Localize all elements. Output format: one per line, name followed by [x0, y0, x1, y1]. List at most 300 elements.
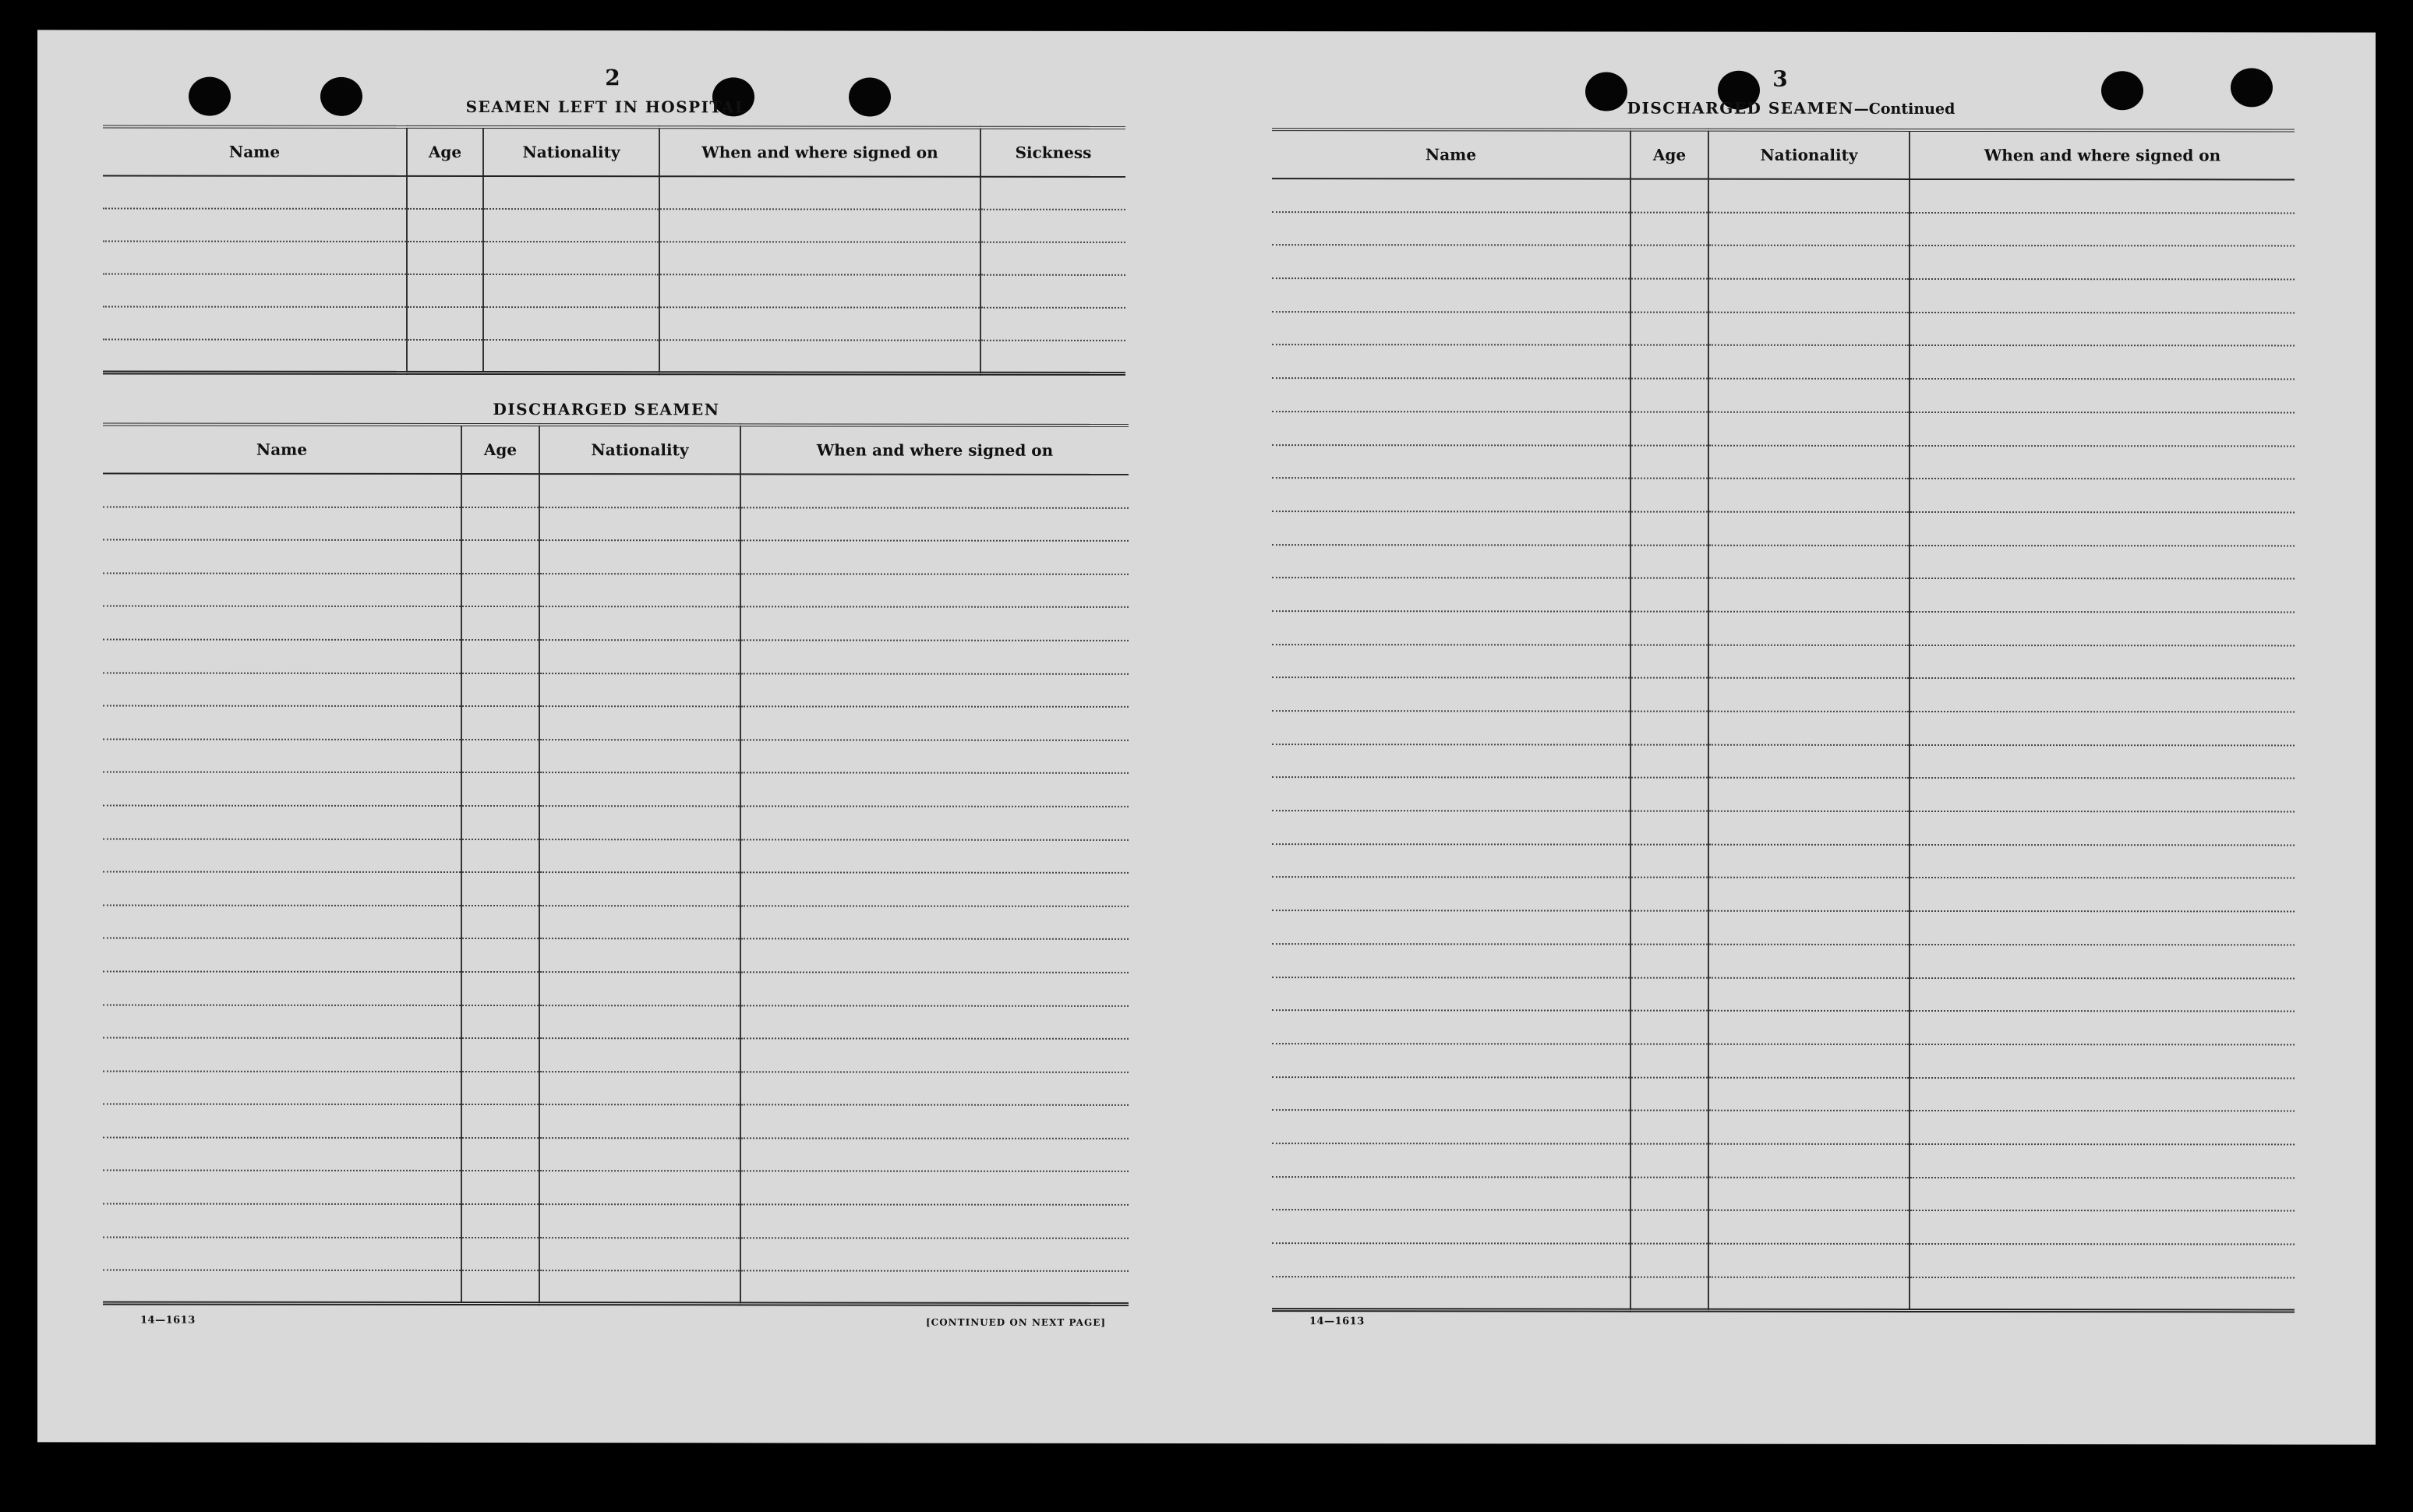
continued-header-row: [1272, 129, 2295, 179]
blank-entry-cell: [539, 640, 740, 673]
blank-entry-cell: [980, 341, 1125, 373]
blank-entry-cell: [103, 805, 461, 839]
table-row: [103, 772, 1129, 807]
blank-entry-cell: [740, 1105, 1129, 1139]
column-header-sickness: Sickness: [980, 128, 1125, 177]
blank-entry-cell: [1272, 445, 1630, 479]
blank-entry-cell: [740, 872, 1129, 906]
table-row: [1272, 312, 2295, 346]
blank-entry-cell: [539, 507, 740, 541]
blank-entry-cell: [103, 673, 461, 706]
blank-entry-cell: [1630, 911, 1708, 945]
blank-entry-cell: [1708, 1044, 1910, 1078]
blank-entry-cell: [461, 740, 539, 773]
blank-entry-cell: [740, 839, 1129, 873]
table-row: [103, 474, 1129, 508]
discharged-section-title: DISCHARGED SEAMEN: [493, 400, 720, 419]
blank-entry-cell: [1630, 212, 1708, 246]
table-row: [103, 1104, 1129, 1139]
blank-entry-cell: [539, 1171, 740, 1205]
blank-entry-cell: [539, 1270, 740, 1304]
blank-entry-cell: [483, 340, 659, 373]
blank-entry-cell: [103, 474, 461, 507]
blank-entry-cell: [539, 706, 740, 740]
blank-entry-cell: [103, 1237, 461, 1270]
blank-entry-cell: [659, 340, 980, 373]
blank-entry-cell: [1708, 1210, 1910, 1244]
blank-entry-cell: [461, 507, 539, 541]
blank-entry-cell: [740, 1038, 1129, 1072]
right-page-number: 3: [1772, 65, 1788, 92]
blank-entry-cell: [539, 740, 740, 773]
blank-entry-cell: [1272, 944, 1630, 977]
blank-entry-cell: [1910, 778, 2295, 811]
table-row: [1272, 478, 2295, 512]
blank-entry-cell: [1630, 578, 1708, 612]
blank-entry-cell: [103, 1005, 461, 1038]
blank-entry-cell: [461, 540, 539, 574]
table-row: [1272, 278, 2295, 313]
table-row: [103, 274, 1125, 308]
blank-entry-cell: [659, 242, 980, 274]
blank-entry-cell: [103, 1204, 461, 1238]
blank-entry-cell: [1630, 612, 1708, 645]
blank-entry-cell: [1630, 1144, 1708, 1178]
blank-entry-cell: [740, 1204, 1129, 1238]
blank-entry-cell: [539, 673, 740, 707]
table-row: [103, 1005, 1129, 1039]
blank-entry-cell: [1910, 745, 2295, 779]
blank-entry-cell: [1708, 811, 1910, 845]
blank-entry-cell: [103, 540, 461, 574]
blank-entry-cell: [103, 176, 407, 209]
blank-entry-cell: [1708, 345, 1910, 379]
blank-entry-cell: [1272, 378, 1630, 412]
blank-entry-cell: [539, 606, 740, 640]
blank-entry-cell: [539, 1038, 740, 1072]
blank-entry-cell: [1630, 878, 1708, 911]
blank-entry-cell: [1630, 246, 1708, 279]
blank-entry-cell: [1272, 1044, 1630, 1077]
blank-entry-cell: [103, 274, 407, 307]
blank-entry-cell: [1272, 645, 1630, 678]
blank-entry-cell: [1272, 245, 1630, 278]
blank-entry-cell: [1272, 1177, 1630, 1210]
blank-entry-cell: [1910, 1078, 2295, 1111]
blank-entry-cell: [539, 1005, 740, 1039]
blank-entry-cell: [1272, 878, 1630, 911]
table-row: [103, 540, 1129, 574]
blank-entry-cell: [740, 773, 1129, 807]
blank-entry-cell: [1910, 578, 2295, 612]
blank-entry-cell: [539, 938, 740, 972]
blank-entry-cell: [1708, 1077, 1910, 1111]
blank-entry-cell: [407, 274, 483, 307]
table-row: [1272, 844, 2295, 878]
blank-entry-cell: [1272, 412, 1630, 445]
table-row: [103, 307, 1125, 341]
table-row: [1272, 1077, 2295, 1111]
blank-entry-cell: [539, 1238, 740, 1271]
blank-entry-cell: [461, 839, 539, 873]
blank-entry-cell: [1272, 711, 1630, 744]
table-row: [103, 1237, 1129, 1271]
table-row: [103, 1204, 1129, 1238]
blank-entry-cell: [1630, 312, 1708, 345]
table-row: [103, 1270, 1129, 1305]
table-row: [103, 176, 1125, 210]
table-row: [103, 706, 1129, 740]
blank-entry-cell: [740, 673, 1129, 707]
blank-entry-cell: [1910, 1011, 2295, 1044]
blank-entry-cell: [1910, 512, 2295, 546]
table-row: [1272, 1143, 2295, 1178]
blank-entry-cell: [1708, 279, 1910, 313]
blank-entry-cell: [740, 707, 1129, 740]
blank-entry-cell: [1708, 911, 1910, 945]
column-header-age: Age: [407, 127, 483, 176]
column-header-nationality: Nationality: [483, 127, 659, 176]
continued-note: [CONTINUED ON NEXT PAGE]: [926, 1316, 1107, 1328]
blank-entry-cell: [539, 574, 740, 607]
continued-suffix: —Continued: [1853, 100, 1955, 118]
blank-entry-cell: [1708, 1277, 1910, 1310]
blank-entry-cell: [1910, 811, 2295, 845]
punch-hole: [849, 78, 891, 117]
table-row: [103, 242, 1125, 275]
blank-entry-cell: [1630, 1210, 1708, 1244]
table-row: [1272, 578, 2295, 612]
blank-entry-cell: [1708, 1177, 1910, 1210]
blank-entry-cell: [1630, 179, 1708, 213]
blank-entry-cell: [1630, 1077, 1708, 1111]
blank-entry-cell: [1708, 678, 1910, 712]
table-row: [103, 673, 1129, 707]
blank-entry-cell: [103, 971, 461, 1005]
blank-entry-cell: [1630, 712, 1708, 745]
blank-entry-cell: [461, 574, 539, 607]
blank-entry-cell: [1272, 611, 1630, 645]
table-row: [1272, 1210, 2295, 1244]
table-row: [103, 905, 1129, 939]
table-row: [1272, 677, 2295, 712]
table-row: [1272, 1177, 2295, 1211]
column-header-signed-on: When and where signed on: [740, 425, 1129, 475]
table-row: [1272, 1277, 2295, 1311]
blank-entry-cell: [1272, 1277, 1630, 1310]
punch-hole: [320, 77, 362, 116]
blank-entry-cell: [461, 1204, 539, 1238]
blank-entry-cell: [1272, 1210, 1630, 1243]
table-row: [1272, 212, 2295, 246]
blank-entry-cell: [1272, 910, 1630, 944]
blank-entry-cell: [740, 607, 1129, 641]
blank-entry-cell: [461, 1270, 539, 1304]
blank-entry-cell: [461, 1038, 539, 1072]
table-row: [103, 1071, 1129, 1105]
table-row: [1272, 178, 2295, 213]
blank-entry-cell: [407, 242, 483, 274]
blank-entry-cell: [1272, 1243, 1630, 1277]
blank-entry-cell: [1910, 345, 2295, 379]
blank-entry-cell: [461, 1138, 539, 1171]
hospital-header-row: [103, 127, 1125, 177]
blank-entry-cell: [1272, 545, 1630, 578]
blank-entry-cell: [1708, 1244, 1910, 1277]
table-row: [1272, 878, 2295, 912]
table-row: [1272, 711, 2295, 745]
blank-entry-cell: [980, 308, 1125, 341]
blank-entry-cell: [461, 606, 539, 640]
blank-entry-cell: [539, 1138, 740, 1171]
blank-entry-cell: [407, 176, 483, 209]
blank-entry-cell: [1708, 179, 1910, 213]
table-row: [1272, 777, 2295, 811]
blank-entry-cell: [1708, 312, 1910, 345]
table-row: [1272, 545, 2295, 579]
blank-entry-cell: [539, 906, 740, 939]
table-row: [1272, 744, 2295, 779]
blank-entry-cell: [103, 872, 461, 906]
table-row: [103, 938, 1129, 973]
column-header-name: Name: [1272, 129, 1630, 178]
blank-entry-cell: [1272, 744, 1630, 778]
blank-entry-cell: [539, 1204, 740, 1238]
blank-entry-cell: [1272, 345, 1630, 379]
table-row: [103, 340, 1125, 373]
hospital-section-title: SEAMEN LEFT IN HOSPITAL: [465, 97, 747, 117]
blank-entry-cell: [1910, 712, 2295, 745]
table-row: [103, 839, 1129, 873]
blank-entry-cell: [1630, 744, 1708, 778]
punch-hole: [2101, 71, 2143, 110]
table-row: [103, 1038, 1129, 1072]
blank-entry-cell: [103, 1270, 461, 1304]
blank-entry-cell: [103, 307, 407, 340]
blank-entry-cell: [1910, 977, 2295, 1011]
blank-entry-cell: [1272, 844, 1630, 878]
table-row: [1272, 445, 2295, 479]
table-row: [103, 209, 1125, 242]
table-row: [103, 606, 1129, 641]
blank-entry-cell: [103, 1171, 461, 1204]
blank-entry-cell: [103, 1137, 461, 1171]
column-header-age: Age: [1630, 130, 1708, 179]
blank-entry-cell: [1272, 511, 1630, 545]
blank-entry-cell: [407, 307, 483, 340]
blank-entry-cell: [1272, 1077, 1630, 1111]
blank-entry-cell: [1272, 811, 1630, 844]
blank-entry-cell: [103, 507, 461, 540]
table-row: [103, 739, 1129, 773]
blank-entry-cell: [1910, 1111, 2295, 1144]
column-header-name: Name: [103, 127, 407, 176]
blank-entry-cell: [103, 209, 407, 242]
blank-entry-cell: [103, 1071, 461, 1104]
blank-entry-cell: [1708, 479, 1910, 512]
blank-entry-cell: [103, 739, 461, 772]
blank-entry-cell: [740, 640, 1129, 673]
blank-entry-cell: [103, 938, 461, 972]
column-header-name: Name: [103, 425, 461, 474]
table-row: [1272, 811, 2295, 845]
blank-entry-cell: [659, 209, 980, 242]
blank-entry-cell: [103, 1038, 461, 1072]
blank-entry-cell: [659, 274, 980, 307]
blank-entry-cell: [740, 1072, 1129, 1105]
blank-entry-cell: [1630, 1011, 1708, 1044]
blank-entry-cell: [539, 872, 740, 906]
blank-entry-cell: [103, 242, 407, 274]
blank-entry-cell: [1910, 313, 2295, 346]
table-row: [1272, 245, 2295, 279]
blank-entry-cell: [103, 1104, 461, 1138]
blank-entry-cell: [1910, 678, 2295, 712]
blank-entry-cell: [1910, 246, 2295, 279]
blank-entry-cell: [1272, 478, 1630, 511]
blank-entry-cell: [1910, 1178, 2295, 1211]
blank-entry-cell: [1630, 279, 1708, 313]
blank-entry-cell: [1630, 944, 1708, 977]
table-row: [1272, 378, 2295, 412]
blank-entry-cell: [461, 706, 539, 740]
blank-entry-cell: [740, 972, 1129, 1005]
blank-entry-cell: [483, 307, 659, 340]
punch-hole: [2231, 68, 2273, 107]
blank-entry-cell: [740, 541, 1129, 574]
blank-entry-cell: [1272, 677, 1630, 711]
blank-entry-cell: [1910, 1210, 2295, 1244]
blank-entry-cell: [740, 740, 1129, 773]
blank-entry-cell: [407, 209, 483, 242]
table-row: [1272, 1044, 2295, 1078]
blank-entry-cell: [461, 1072, 539, 1105]
table-row: [1272, 1243, 2295, 1277]
blank-entry-cell: [980, 210, 1125, 242]
blank-entry-cell: [461, 772, 539, 806]
discharged-continued-title-text: DISCHARGED SEAMEN: [1627, 98, 1854, 118]
blank-entry-cell: [461, 1005, 539, 1038]
blank-entry-cell: [1708, 578, 1910, 612]
table-row: [1272, 910, 2295, 945]
blank-entry-cell: [980, 242, 1125, 275]
blank-entry-cell: [461, 474, 539, 507]
blank-entry-cell: [1708, 612, 1910, 645]
blank-entry-cell: [1630, 1277, 1708, 1310]
blank-entry-cell: [1630, 479, 1708, 512]
blank-entry-cell: [1708, 944, 1910, 977]
blank-entry-cell: [740, 906, 1129, 939]
blank-entry-cell: [1630, 645, 1708, 678]
blank-entry-cell: [1272, 212, 1630, 246]
blank-entry-cell: [461, 972, 539, 1005]
table-row: [1272, 1010, 2295, 1044]
table-row: [103, 639, 1129, 673]
blank-entry-cell: [1910, 878, 2295, 911]
blank-entry-cell: [539, 1104, 740, 1138]
blank-entry-cell: [1272, 578, 1630, 611]
blank-entry-cell: [461, 1171, 539, 1204]
blank-entry-cell: [1630, 511, 1708, 545]
table-row: [1272, 412, 2295, 446]
blank-entry-cell: [461, 872, 539, 906]
table-row: [1272, 511, 2295, 546]
blank-entry-cell: [1630, 345, 1708, 379]
blank-entry-cell: [103, 706, 461, 740]
table-row: [1272, 345, 2295, 380]
blank-entry-cell: [103, 772, 461, 806]
blank-entry-cell: [1910, 911, 2295, 945]
blank-entry-cell: [1910, 612, 2295, 645]
blank-entry-cell: [980, 275, 1125, 308]
blank-entry-cell: [1708, 1011, 1910, 1044]
blank-entry-cell: [1272, 1110, 1630, 1143]
blank-entry-cell: [740, 939, 1129, 973]
table-row: [1272, 977, 2295, 1012]
blank-entry-cell: [980, 177, 1125, 210]
table-row: [103, 573, 1129, 607]
blank-entry-cell: [1272, 777, 1630, 811]
column-header-nationality: Nationality: [539, 425, 740, 474]
right-form-number: 14—1613: [1309, 1316, 1365, 1328]
blank-entry-cell: [1910, 845, 2295, 878]
blank-entry-cell: [740, 1238, 1129, 1271]
blank-entry-cell: [483, 209, 659, 242]
blank-entry-cell: [740, 1171, 1129, 1205]
table-row: [1272, 645, 2295, 679]
blank-entry-cell: [1910, 1277, 2295, 1311]
scanned-form-sheet: [37, 30, 2376, 1444]
blank-entry-cell: [1910, 479, 2295, 512]
blank-entry-cell: [740, 474, 1129, 507]
blank-entry-cell: [1910, 412, 2295, 446]
blank-entry-cell: [1630, 778, 1708, 811]
blank-entry-cell: [1708, 1144, 1910, 1178]
blank-entry-cell: [1272, 1010, 1630, 1044]
table-row: [1272, 611, 2295, 645]
blank-entry-cell: [483, 242, 659, 274]
blank-entry-cell: [740, 1005, 1129, 1039]
table-row: [103, 971, 1129, 1005]
blank-entry-cell: [1630, 379, 1708, 412]
blank-entry-cell: [740, 1138, 1129, 1171]
blank-entry-cell: [461, 640, 539, 673]
blank-entry-cell: [740, 507, 1129, 541]
blank-entry-cell: [659, 176, 980, 209]
blank-entry-cell: [1910, 1144, 2295, 1178]
table-row: [1272, 1110, 2295, 1144]
blank-entry-cell: [103, 606, 461, 640]
blank-entry-cell: [1630, 1111, 1708, 1144]
blank-entry-cell: [1910, 179, 2295, 213]
table-row: [103, 872, 1129, 906]
blank-entry-cell: [659, 307, 980, 340]
blank-entry-cell: [1910, 213, 2295, 246]
blank-entry-cell: [539, 806, 740, 839]
blank-entry-cell: [1708, 379, 1910, 412]
discharged-table: [103, 423, 1129, 1307]
punch-hole: [189, 77, 231, 116]
blank-entry-cell: [461, 938, 539, 972]
discharged-continued-table: [1272, 128, 2295, 1312]
left-page-number: 2: [605, 65, 620, 91]
blank-entry-cell: [1272, 278, 1630, 312]
blank-entry-cell: [407, 340, 483, 373]
blank-entry-cell: [1910, 1244, 2295, 1277]
blank-entry-cell: [1708, 246, 1910, 279]
column-header-nationality: Nationality: [1708, 130, 1910, 179]
table-row: [103, 805, 1129, 839]
